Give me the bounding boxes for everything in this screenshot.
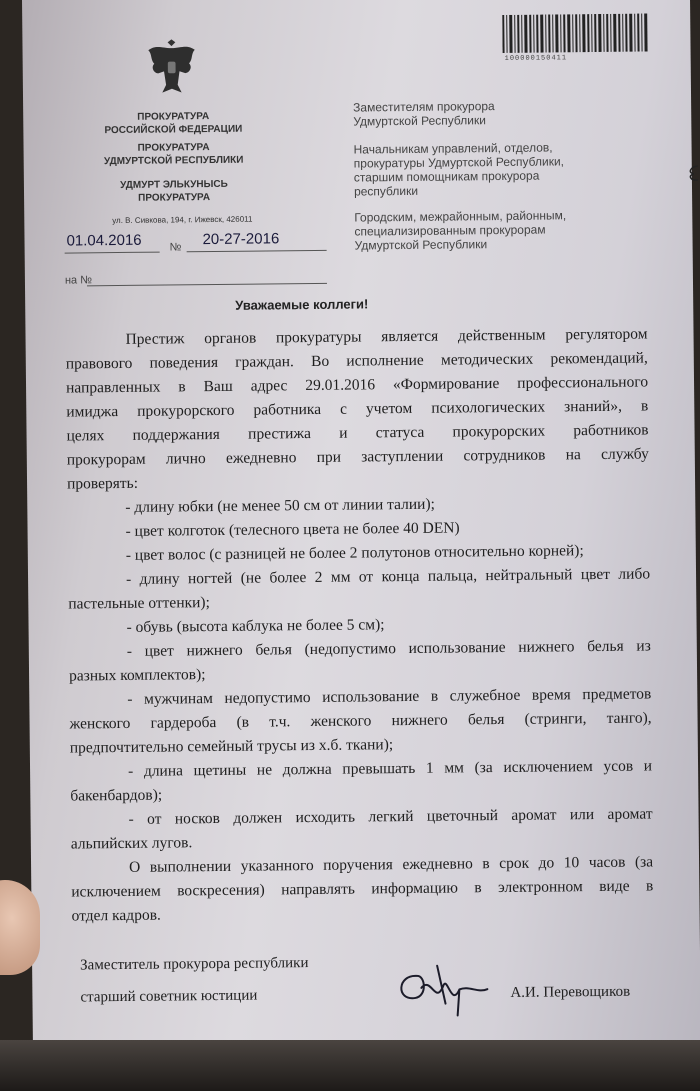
addressee-group-deputies: Заместителям прокурора Удмуртской Республики [353, 99, 495, 129]
document-number: 20-27-2016 [202, 230, 280, 249]
signatory-position: Заместитель прокурора республики [80, 955, 309, 974]
org-name-federation: ПРОКУРАТУРА РОССИЙСКОЙ ФЕДЕРАЦИИ [104, 111, 243, 137]
list-item: - обувь (высота каблука не более 5 см); [126, 616, 385, 636]
handwritten-signature [387, 945, 498, 1026]
list-item: - цвет колготок (телесного цвета не более 40 DEN) [125, 519, 460, 540]
org-address: ул. В. Сивкова, 194, г. Ижевск, 426011 [112, 214, 253, 226]
list-item: - длина щетины не должна превышать 1 мм (за исключением усов и [127, 757, 653, 780]
list-item: - длину ногтей (не более 2 мм от конца пальца, нейтральный цвет либо [125, 565, 651, 588]
body-line: предпочтительно семейный трусы из х.б. ткани); [69, 736, 394, 757]
body-line: проверять: [66, 474, 139, 493]
body-line: разных комплектов); [68, 666, 206, 685]
signatory-rank: старший советник юстиции [80, 987, 258, 1006]
body-line: имиджа прокурорского работника с учетом психологических знаний», в [66, 397, 649, 421]
list-item: - мужчинам недопустимо использование в служебное время предметов [127, 685, 652, 708]
body-line: бакенбардов); [70, 786, 163, 805]
reference-line [87, 283, 327, 287]
date-line [65, 252, 160, 254]
list-item: - цвет нижнего белья (недопустимо использование нижнего белья из [126, 637, 651, 660]
greeting: Уважаемые коллеги! [235, 296, 369, 313]
barcode-number: 100000150411 [504, 54, 568, 63]
document-sheet [22, 0, 700, 1060]
list-item: - длину юбки (не менее 50 см от линии талии); [125, 495, 435, 516]
body-line: исключением воскресения) направлять информацию в электронном виде в [71, 877, 654, 901]
org-name-udmurt: УДМУРТ ЭЛЬКУНЫСЬ ПРОКУРАТУРА [120, 178, 228, 204]
body-line: О выполнении указанного поручения ежедневно в срок до 10 часов (за [129, 853, 654, 876]
number-line [187, 250, 327, 252]
reference-label: на № [64, 274, 93, 287]
addressee-group-heads: Начальникам управлений, отделов, прокуратуры Удмуртской Республики, старшим помощникам прокурора республики [353, 140, 565, 199]
signatory-name: А.И. Перевощиков [510, 983, 631, 1001]
number-sign: № [169, 241, 182, 254]
double-headed-eagle-emblem [142, 38, 201, 97]
barcode [502, 13, 652, 55]
body-line: прокурорам лично ежедневно при заступлении сотрудников на службу [66, 445, 649, 469]
body-line: Престиж органов прокуратуры является действенным регулятором [125, 325, 648, 348]
list-item: - от носков должен исходить легкий цветочный аромат или аромат [128, 805, 653, 828]
list-item: - цвет волос (с разницей не более 2 полутонов относительно корней); [125, 542, 584, 564]
body-line: целях поддержания престижа и статуса прокурорских работников [66, 421, 649, 445]
body-line: пастельные оттенки); [68, 594, 210, 613]
body-line: отдел кадров. [71, 906, 161, 925]
body-line: правового поведения граждан. Во исполнение методических рекомендаций, [65, 349, 648, 373]
margin-pen-mark [684, 163, 700, 183]
body-line: женского гардероба (в т.ч. женского нижнего белья (стринги, танго), [69, 709, 652, 733]
background-table [0, 1040, 700, 1091]
body-line: направленных в Ваш адрес 29.01.2016 «Формирование профессионального [65, 373, 649, 397]
addressee-group-prosecutors: Городским, межрайонным, районным, специализированным прокурорам Удмуртской Республики [354, 208, 567, 253]
body-line: альпийских лугов. [70, 834, 193, 853]
document-date: 01.04.2016 [66, 231, 142, 250]
org-name-republic: ПРОКУРАТУРА УДМУРТСКОЙ РЕСПУБЛИКИ [103, 142, 244, 168]
